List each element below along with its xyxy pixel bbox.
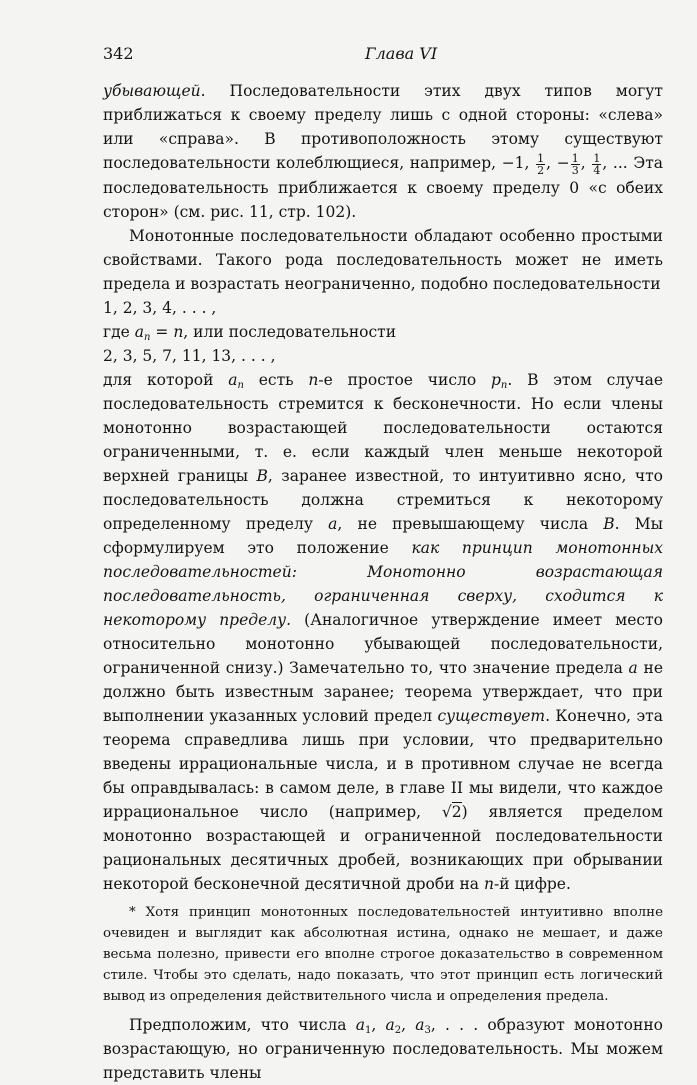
fraction-one-third bbox=[571, 153, 580, 176]
sqrt-argument: 2 bbox=[451, 802, 462, 821]
page-header bbox=[103, 44, 663, 64]
var-a: a bbox=[415, 1015, 425, 1034]
para5-t2: , . . . образуют монотонно возрастающую, но ограниченную последовательность. Мы можем представить члены bbox=[103, 1015, 663, 1082]
frac2-den: 3 bbox=[571, 163, 579, 177]
formula-natural-numbers: 1, 2, 3, 4, . . . , bbox=[103, 298, 217, 317]
para4-t2: есть bbox=[243, 370, 309, 389]
var-a: a bbox=[328, 514, 338, 533]
para1-sep2: , bbox=[580, 154, 592, 172]
para4-t3: -е простое число bbox=[318, 370, 491, 389]
frac3-num: 1 bbox=[593, 151, 601, 165]
sub-n: n bbox=[144, 331, 151, 343]
sub-1: 1 bbox=[364, 1024, 372, 1036]
fraction-one-half bbox=[536, 153, 545, 176]
var-n: n bbox=[483, 874, 494, 893]
var-p: p bbox=[490, 370, 501, 389]
comma: , bbox=[401, 1015, 416, 1034]
para4-t1: для которой bbox=[103, 370, 229, 389]
para4-t8: (Аналогичное утверждение имеет место относительно монотонно убывающей последовательности, ограниченной снизу.) Замечательно то, что значение предела bbox=[103, 610, 663, 677]
paragraph-5 bbox=[103, 1013, 663, 1085]
paragraph-3 bbox=[103, 320, 663, 344]
page-body bbox=[103, 79, 663, 1085]
var-n: n bbox=[173, 322, 184, 341]
para1-sep1: , − bbox=[546, 154, 570, 172]
var-a: a bbox=[355, 1015, 365, 1034]
var-n: n bbox=[308, 370, 319, 389]
italic-word: убывающей. bbox=[103, 82, 206, 100]
frac2-num: 1 bbox=[571, 151, 579, 165]
var-a: a bbox=[228, 370, 238, 389]
chapter-title: Глава VI bbox=[365, 44, 438, 63]
sub-2: 2 bbox=[394, 1024, 402, 1036]
page-number: 342 bbox=[103, 44, 134, 63]
para3-t3: , или последовательности bbox=[183, 322, 397, 341]
sqrt-sign: √ bbox=[441, 802, 452, 821]
frac3-den: 4 bbox=[593, 163, 601, 177]
var-a: a bbox=[628, 658, 638, 677]
var-B: B bbox=[603, 514, 615, 533]
comma: , bbox=[371, 1015, 386, 1034]
paragraph-1 bbox=[103, 79, 663, 224]
para4-t12: -й цифре. bbox=[493, 874, 571, 893]
var-a: a bbox=[134, 322, 145, 341]
para4-t7: . Мы сформулируем это положение bbox=[103, 514, 663, 557]
para4-t5: , заранее известной, то интуитивно ясно, что последовательность должна стремиться к некоторому определенному пределу bbox=[103, 466, 663, 533]
para3-t1: где bbox=[103, 322, 135, 341]
para1-text-b: , ... Эта последовательность приближается к своему пределу 0 «с обеих сторон» (см. рис. 11, стр. 102). bbox=[103, 154, 664, 221]
para5-t1: Предположим, что числа bbox=[129, 1015, 356, 1034]
para4-t6: , не превышающему числа bbox=[337, 514, 604, 533]
fraction-one-quarter bbox=[592, 153, 601, 176]
para4-t4: . В этом случае последовательность стремится к бесконечности. Но если члены монотонно возрастающей последовательности остаются ограниченными, т. е. если каждый член меньше некоторой верхней границы bbox=[103, 370, 663, 485]
paragraph-4 bbox=[103, 368, 663, 896]
frac1-den: 2 bbox=[537, 163, 545, 177]
para4-t11: ) является пределом монотонно возрастающей и ограниченной последовательности рациональных десятичных дробей, возникающих при обрывании некоторой бесконечной десятичной дроби на bbox=[103, 802, 663, 893]
para3-t2: = bbox=[150, 322, 174, 341]
para4-t9: не должно быть известным заранее; теорема утверждает, что при выполнении указанных условий предел bbox=[103, 658, 663, 725]
var-a: a bbox=[385, 1015, 395, 1034]
sub-n: n bbox=[237, 379, 244, 391]
italic-exists: существует bbox=[437, 706, 546, 725]
formula-primes: 2, 3, 5, 7, 11, 13, . . . , bbox=[103, 346, 276, 365]
sub-3: 3 bbox=[424, 1024, 431, 1036]
principle-statement: как принцип монотонных последовательностей: Монотонно возрастающая последовательность, ограниченная сверху, сходится к некоторому пределу. bbox=[103, 538, 663, 629]
para4-t10: . Конечно, эта теорема справедлива лишь при условии, что предварительно введены иррациональные числа, и в противном случае не всегда бы оправдывалась: в самом деле, в главе II мы видели, что каждое иррациональное число (например, bbox=[103, 706, 663, 821]
footnote: * Хотя принцип монотонных последовательностей интуитивно вполне очевиден и выглядит как абсолютная истина, однако не мешает, и даже весьма полезно, привести его вполне строгое доказательство в современном стиле. Чтобы это сделать, надо показать, что этот принцип есть логический вывод из определения действительного числа и определения предела. bbox=[103, 904, 663, 1004]
para1-text-a: Последовательности этих двух типов могут приближаться к своему пределу лишь с одной стороны: «слева» или «справа». В противоположность этому существуют последовательности колеблющиеся, например, −1, bbox=[103, 82, 663, 172]
sub-n: n bbox=[500, 379, 508, 391]
paragraph-2: Монотонные последовательности обладают особенно простыми свойствами. Такого рода последовательность может не иметь предела и возрастать неограниченно, подобно последовательности bbox=[103, 226, 663, 293]
frac1-num: 1 bbox=[537, 151, 545, 165]
var-B: B bbox=[256, 466, 268, 485]
